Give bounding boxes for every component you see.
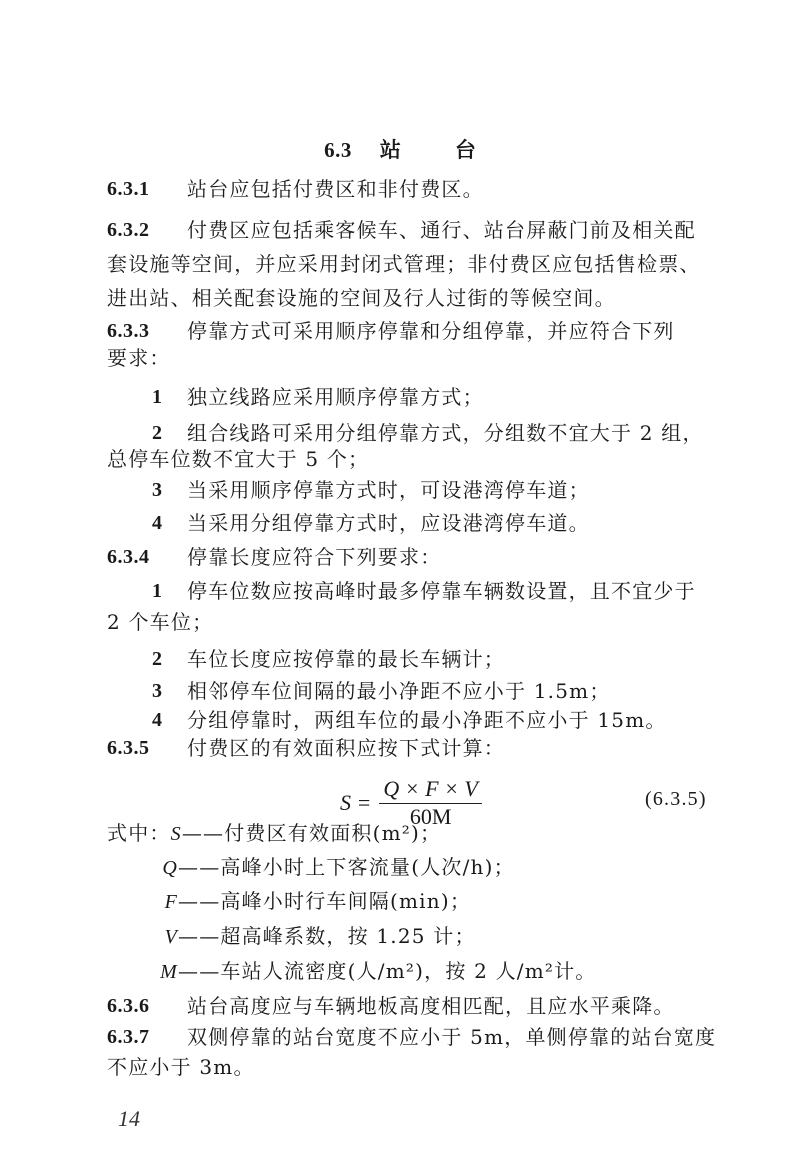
- item-text: 相邻停车位间隔的最小净距不应小于 1.5m；: [187, 679, 611, 703]
- clause-number: 6.3.2: [107, 219, 150, 241]
- variable-desc: ——高峰小时行车间隔(min)；: [178, 889, 472, 913]
- variable-symbol: Q: [162, 857, 178, 879]
- item-text: 2 个车位；: [107, 610, 214, 634]
- where-label: 式中：: [107, 821, 171, 845]
- equation-number: (6.3.5): [645, 788, 707, 810]
- clause-text: 不应小于 3m。: [107, 1055, 255, 1079]
- page-number: 14: [118, 1106, 140, 1131]
- clause-text: 付费区的有效面积应按下式计算：: [187, 736, 505, 760]
- item-number: 2: [152, 422, 163, 444]
- item-number: 4: [152, 709, 163, 731]
- clause-text: 付费区应包括乘客候车、通行、站台屏蔽门前及相关配: [187, 218, 696, 242]
- variable-desc: ——高峰小时上下客流量(人次/h)；: [178, 855, 515, 879]
- variable-desc: ——超高峰系数，按 1.25 计；: [178, 924, 476, 948]
- formula-denominator: 60M: [409, 804, 452, 829]
- clause-text: 要求：: [107, 346, 171, 370]
- clause-text: 双侧停靠的站台宽度不应小于 5m，单侧停靠的站台宽度: [187, 1025, 717, 1049]
- clause-text: 停靠方式可采用顺序停靠和分组停靠，并应符合下列: [187, 319, 675, 343]
- clause-number: 6.3.6: [107, 995, 150, 1017]
- variable-symbol: S: [170, 823, 182, 845]
- clause-text: 站台应包括付费区和非付费区。: [187, 177, 484, 201]
- clause-text: 套设施等空间，并应采用封闭式管理；非付费区应包括售检票、: [107, 252, 701, 276]
- where-row: [107, 820, 441, 847]
- clause-text: 进出站、相关配套设施的空间及行人过街的等候空间。: [107, 286, 616, 310]
- item-text: 分组停靠时，两组车位的最小净距不应小于 15m。: [187, 708, 667, 732]
- clause-text: 站台高度应与车辆地板高度相匹配，且应水平乘降。: [187, 994, 675, 1018]
- where-row: [107, 854, 515, 881]
- item-text: 车位长度应按停靠的最长车辆计；: [187, 647, 505, 671]
- item-text: 停车位数应按高峰时最多停靠车辆数设置，且不宜少于: [187, 579, 696, 603]
- item-number: 1: [152, 580, 163, 602]
- formula-numerator: Q × F × V: [379, 776, 481, 804]
- item-number: 4: [152, 512, 163, 534]
- variable-symbol: M: [160, 961, 178, 983]
- clause-text: 停靠长度应符合下列要求：: [187, 545, 442, 569]
- item-number: 2: [152, 648, 163, 670]
- item-text: 当采用顺序停靠方式时，可设港湾停车道；: [187, 478, 590, 502]
- item-number: 3: [152, 680, 163, 702]
- item-number: 1: [152, 386, 163, 408]
- clause-number: 6.3.1: [107, 178, 150, 200]
- where-row: [107, 888, 471, 915]
- where-row: [107, 923, 476, 950]
- clause-number: 6.3.7: [107, 1026, 150, 1048]
- variable-symbol: V: [164, 926, 178, 948]
- where-row: [107, 958, 597, 985]
- item-text: 组合线路可采用分组停靠方式，分组数不宜大于 2 组，: [187, 421, 704, 445]
- variable-symbol: F: [164, 891, 178, 913]
- section-title: 6.3 站 台: [324, 137, 476, 162]
- formula-lhs: S =: [340, 790, 372, 815]
- item-text: 当采用分组停靠方式时，应设港湾停车道。: [187, 511, 590, 535]
- clause-number: 6.3.5: [107, 737, 150, 759]
- item-text: 总停车位数不宜大于 5 个；: [107, 447, 370, 471]
- variable-desc: ——付费区有效面积(m²)；: [181, 821, 442, 845]
- clause-number: 6.3.3: [107, 320, 150, 342]
- clause-number: 6.3.4: [107, 546, 150, 568]
- variable-desc: ——车站人流密度(人/m²)，按 2 人/m²计。: [178, 959, 597, 983]
- item-text: 独立线路应采用顺序停靠方式；: [187, 385, 484, 409]
- item-number: 3: [152, 479, 163, 501]
